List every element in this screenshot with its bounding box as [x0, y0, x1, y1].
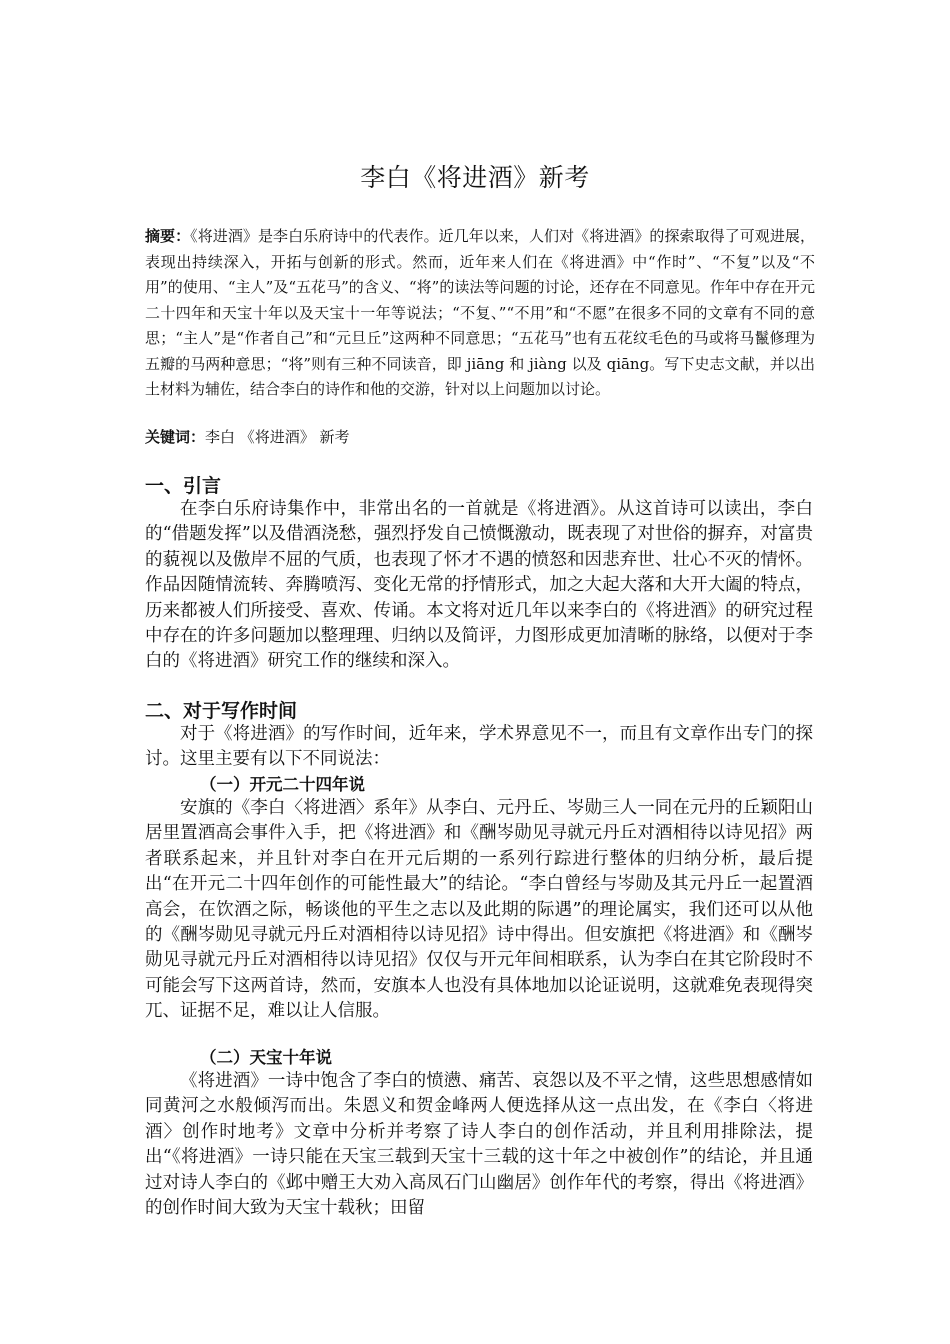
keywords-text: 李白 《将进酒》 新考: [205, 428, 350, 446]
intro-paragraph: 在李白乐府诗集作中，非常出名的一首就是《将进酒》。从这首诗可以读出，李白的“借题发挥”以及借酒浇愁，强烈抒发自己愤慨激动，既表现了对世俗的摒弃，对富贵的藐视以及傲岸不屈的气质，也表现了怀才不遇的愤怒和因悲弃世、壮心不灭的情怀。作品因随情流转、奔腾喷泻、变化无常的抒情形式，加之大起大落和大开大阖的特点，历来都被人们所接受、喜欢、传诵。本文将对近几年以来李白的《将进酒》的研究过程中存在的许多问题加以整理理、归纳以及简评，力图形成更加清晰的脉络，以便对于李白的《将进酒》研究工作的继续和深入。: [145, 499, 813, 672]
section-heading-writing-time: 二、对于写作时间: [145, 700, 298, 722]
kaiyuan-paragraph: 安旗的《李白〈将进酒〉系年》从李白、元丹丘、岑勋三人一同在元丹的丘颖阳山居里置酒高会事件入手，把《将进酒》和《酬岑勋见寻就元丹丘对酒相待以诗见招》两者联系起来，并且针对李白在开元后期的一系列行踪进行整体的归纳分析，最后提出“在开元二十四年创作的可能性最大”的结论。“李白曾经与岑勋及其元丹丘一起置酒高会，在饮酒之际，畅谈他的平生之志以及此期的际遇”的理论属实，我们还可以从他的《酬岑勋见寻就元丹丘对酒相待以诗见招》诗中得出。但安旗把《将进酒》和《酬岑勋见寻就元丹丘对酒相待以诗见招》仅仅与开元年间相联系，认为李白在其它阶段时不可能会写下这两首诗，然而，安旗本人也没有具体地加以论证说明，这就难免表现得突兀、证据不足，难以让人信服。: [145, 798, 813, 1022]
abstract-text: 《将进酒》是李白乐府诗中的代表作。近几年以来，人们对《将进酒》的探索取得了可观进展，表现出持续深入，开拓与创新的形式。然而，近年来人们在《将进酒》中“作时”、“不复”以及“不用”的使用、“主人”及“五花马”的含义、“将”的读法等问题的讨论，还存在不同意见。作年中存在开元二十四年和天宝十年以及天宝十一年等说法；“不复、”“不用”和“不愿”在很多不同的文章有不同的意思；“主人”是“作者自己”和“元旦丘”这两种不同意思；“五花马”也有五花纹毛色的马或将马鬣修理为五瓣的马两种意思；“将”则有三种不同读音，即 jiāng 和 jiàng 以及 qiāng。写下史志文献，并以出土材料为辅佐，结合李白的诗作和他的交游，针对以上问题加以讨论。: [145, 227, 815, 398]
abstract-label: 摘要：: [145, 227, 191, 245]
keywords: [145, 425, 815, 450]
keywords-label: 关键词：: [145, 428, 206, 446]
writing-time-paragraph: 对于《将进酒》的写作时间，近年来，学术界意见不一，而且有文章作出专门的探讨。这里主要有以下不同说法：: [145, 724, 813, 770]
section-heading-intro: 一、引言: [145, 475, 222, 497]
abstract: [145, 224, 815, 403]
page-title: 李白《将进酒》新考: [360, 163, 590, 192]
subsection-heading-tianbao: （二）天宝十年说: [200, 1048, 332, 1067]
tianbao-paragraph: 《将进酒》一诗中饱含了李白的愤懑、痛苦、哀怨以及不平之情，这些思想感情如同黄河之水般倾泻而出。朱恩义和贺金峰两人便选择从这一点出发，在《李白〈将进酒〉创作时地考》文章中分析并考察了诗人李白的创作活动，并且利用排除法，提出“《将进酒》一诗只能在天宝三载到天宝十三载的这十年之中被创作”的结论，并且通过对诗人李白的《邺中赠王大劝入高凤石门山幽居》创作年代的考察，得出《将进酒》的创作时间大致为天宝十载秋；田留: [145, 1071, 813, 1219]
subsection-heading-kaiyuan: （一）开元二十四年说: [200, 775, 365, 794]
